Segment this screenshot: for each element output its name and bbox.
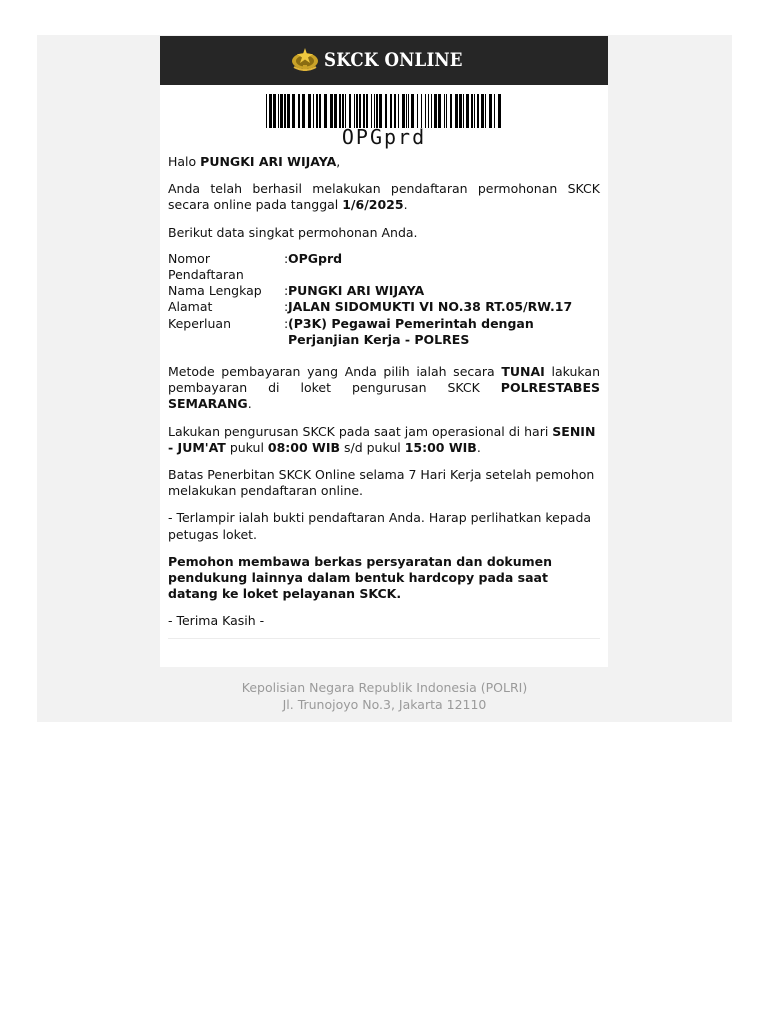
barcode-bar [385, 94, 387, 128]
payment-location: POLRESTABES SEMARANG [168, 380, 600, 412]
barcode-bar [402, 94, 405, 128]
schedule-end: 15:00 WIB [404, 439, 477, 455]
barcode-bar [298, 94, 300, 128]
barcode-bar [434, 94, 437, 128]
email-background [37, 35, 732, 722]
brand-logo [290, 45, 478, 77]
barcode-bar [334, 94, 337, 128]
barcode-bar [330, 94, 333, 128]
schedule-start: 08:00 WIB [267, 439, 341, 455]
barcode-bar [474, 94, 475, 128]
intro-paragraph [168, 181, 600, 213]
payment-text-3: . [247, 396, 252, 412]
barcode-bar [345, 94, 346, 128]
barcode-bar [342, 94, 344, 128]
email-body [160, 154, 608, 639]
schedule-text-3: s/d pukul [340, 439, 405, 455]
greeting-suffix: , [336, 154, 341, 169]
greeting [168, 154, 600, 170]
barcode-bar [339, 94, 341, 128]
barcode-bar [463, 94, 464, 128]
barcode-bar [425, 94, 426, 128]
barcode-bar [438, 94, 441, 128]
barcode-bar [408, 94, 409, 128]
field-sep: : [284, 250, 289, 266]
recipient-name: PUNGKI ARI WIJAYA [200, 154, 337, 169]
barcode-bar [366, 94, 368, 128]
field-value-keperluan: (P3K) Pegawai Pemerintah dengan Perjanjian Kerja - POLRES [288, 315, 534, 347]
intro-text: Anda telah berhasil melakukan pendaftaran permohonan SKCK secara online pada tanggal [168, 181, 600, 213]
barcode-bar [359, 94, 361, 128]
barcode-block [160, 85, 608, 154]
field-label-alamat: Alamat [168, 299, 213, 315]
schedule-text-2: pukul [225, 439, 268, 455]
barcode-bar [477, 94, 479, 128]
barcode-bar [371, 94, 372, 128]
field-value-alamat: JALAN SIDOMUKTI VI NO.38 RT.05/RW.17 [288, 299, 573, 315]
barcode-bar [284, 94, 286, 128]
payment-text-1: Metode pembayaran yang Anda pilih ialah secara [168, 364, 502, 380]
barcode-bar [466, 94, 469, 128]
schedule-text-1: Lakukan pengurusan SKCK pada saat jam operasional di hari [168, 423, 553, 439]
field-sep: : [284, 283, 289, 299]
barcode-bar [489, 94, 492, 128]
registration-date: 1/6/2025 [342, 197, 404, 213]
footer-org: Kepolisian Negara Republik Indonesia (POLRI) [241, 680, 528, 695]
barcode-bar [498, 94, 501, 128]
email-card [160, 36, 608, 667]
field-label-nomor: Nomor Pendaftaran [168, 250, 244, 283]
email-footer [37, 680, 732, 713]
police-emblem-icon [290, 45, 320, 77]
barcode-bar [266, 94, 267, 128]
barcode-bar [363, 94, 365, 128]
email-header [160, 36, 608, 85]
footer-address: Jl. Trunojoyo No.3, Jakarta 12110 [282, 696, 487, 712]
payment-method: TUNAI [501, 364, 545, 380]
barcode-bar [302, 94, 305, 128]
barcode-bar [446, 94, 447, 128]
barcode-bar [278, 94, 279, 128]
barcode-bar [354, 94, 355, 128]
barcode-bar [417, 94, 418, 128]
barcode-bar [319, 94, 321, 128]
barcode-bar [308, 94, 311, 128]
payment-paragraph [168, 364, 600, 413]
payment-text-2: lakukan pembayaran di loket pengurusan SKCK [168, 364, 601, 396]
greeting-prefix: Halo [168, 154, 201, 169]
barcode-bar [313, 94, 314, 128]
requirement-paragraph: Pemohon membawa berkas persyaratan dan dokumen pendukung lainnya dalam bentuk hardcopy pada saat datang ke loket pelayanan SKCK. [168, 553, 553, 602]
schedule-days: SENIN - JUM'AT [168, 423, 596, 455]
barcode-bar [411, 94, 414, 128]
barcode-bar [485, 94, 486, 128]
barcode-bar [398, 94, 399, 128]
barcode-bar [379, 94, 382, 128]
field-sep: : [284, 299, 289, 315]
barcode-bar [273, 94, 276, 128]
barcode-bar [316, 94, 318, 128]
barcode-bar [494, 94, 495, 128]
barcode-bar [324, 94, 327, 128]
barcode-bar [431, 94, 432, 128]
barcode-bar [376, 94, 378, 128]
barcode-bar [269, 94, 272, 128]
barcode-bar [394, 94, 396, 128]
barcode-image [266, 94, 502, 128]
barcode-bar [421, 94, 422, 128]
barcode-bar [459, 94, 462, 128]
schedule-paragraph [168, 424, 600, 456]
field-value-nama: PUNGKI ARI WIJAYA [288, 283, 425, 299]
barcode-bar [471, 94, 473, 128]
divider [168, 638, 600, 639]
barcode-bar [455, 94, 458, 128]
brand-title: SKCK ONLINE [323, 50, 463, 71]
barcode-bar [444, 94, 445, 128]
registration-details [168, 251, 600, 348]
attachment-paragraph: - Terlampir ialah bukti pendaftaran Anda. Harap perlihatkan kepada petugas loket. [168, 510, 592, 542]
closing-text: - Terima Kasih - [168, 613, 265, 629]
field-label-keperluan: Keperluan [168, 315, 232, 331]
barcode-bar [390, 94, 392, 128]
field-value-nomor: OPGprd [288, 250, 343, 266]
barcode-bar [280, 94, 283, 128]
deadline-paragraph: Batas Penerbitan SKCK Online selama 7 Hari Kerja setelah pemohon melakukan pendaftaran online. [168, 467, 595, 499]
intro-suffix: . [403, 197, 408, 213]
barcode-code: OPGprd [341, 125, 427, 149]
barcode-bar [292, 94, 295, 128]
barcode-bar [406, 94, 407, 128]
barcode-bar [356, 94, 358, 128]
barcode-bar [450, 94, 452, 128]
barcode-bar [374, 94, 375, 128]
field-label-nama: Nama Lengkap [168, 283, 262, 299]
barcode-bar [287, 94, 290, 128]
barcode-bar [481, 94, 484, 128]
summary-intro: Berikut data singkat permohonan Anda. [168, 224, 418, 240]
field-sep: : [284, 315, 289, 331]
barcode-bar [349, 94, 351, 128]
barcode-bar [428, 94, 429, 128]
schedule-text-4: . [476, 439, 481, 455]
